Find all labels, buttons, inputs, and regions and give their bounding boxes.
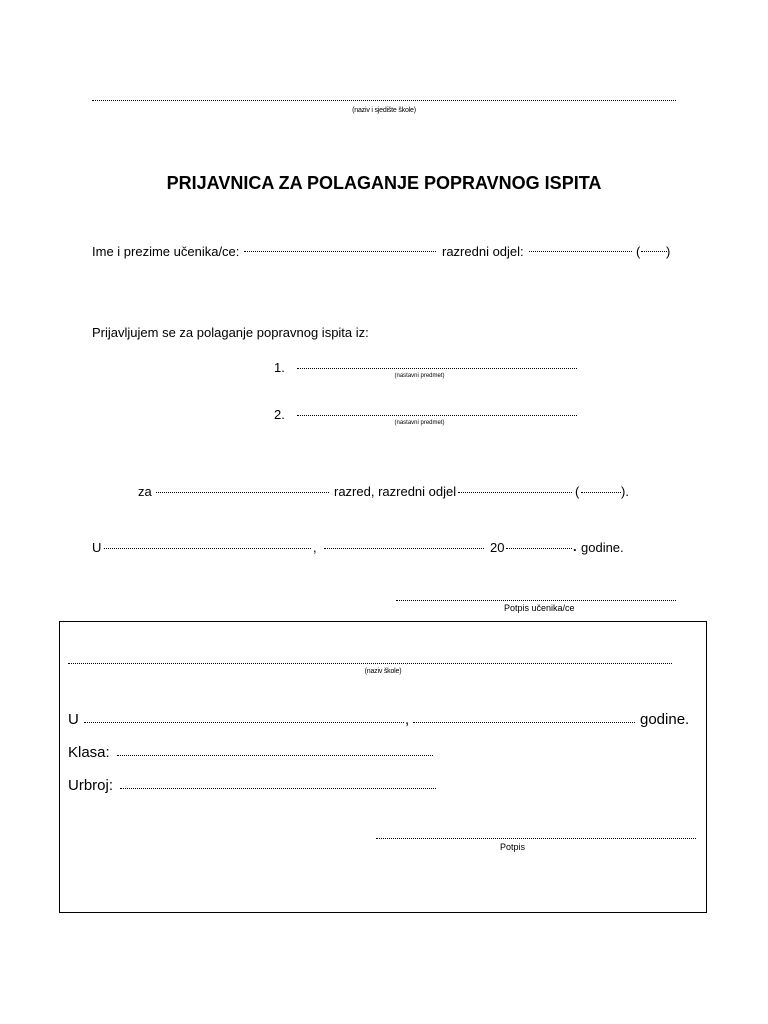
school-name-caption: (naziv i sjedište škole) xyxy=(352,107,416,114)
razred-label: razred, razredni odjel xyxy=(334,484,457,499)
student-name-field[interactable] xyxy=(244,251,436,252)
subject-2-field[interactable] xyxy=(297,415,577,416)
box-place-label: U xyxy=(68,711,79,728)
class-paren-close: ) xyxy=(666,244,671,259)
place-field[interactable] xyxy=(104,548,311,549)
school-name-line xyxy=(92,100,676,101)
place-label: U xyxy=(92,540,102,555)
box-signature-caption: Potpis xyxy=(500,842,526,852)
grade-paren-open: ( xyxy=(575,484,580,499)
grade-class-field[interactable] xyxy=(458,492,572,493)
box-comma: , xyxy=(405,711,410,728)
box-godine-label: godine. xyxy=(640,711,690,728)
application-intro: Prijavljujem se za polaganje popravnog ispita iz: xyxy=(92,325,369,340)
year-period: . xyxy=(573,539,577,554)
grade-class-code-field[interactable] xyxy=(581,492,621,493)
urbroj-field[interactable] xyxy=(120,788,436,789)
student-signature-line[interactable] xyxy=(396,600,676,601)
godine-label: godine. xyxy=(581,540,624,555)
class-paren-open: ( xyxy=(636,244,641,259)
grade-field[interactable] xyxy=(156,492,329,493)
urbroj-label: Urbroj: xyxy=(68,777,114,794)
box-signature-line[interactable] xyxy=(376,838,696,839)
grade-paren-close: ). xyxy=(621,484,629,499)
page-title: PRIJAVNICA ZA POLAGANJE POPRAVNOG ISPITA xyxy=(166,173,602,193)
box-place-field[interactable] xyxy=(84,722,404,723)
subject-1-field[interactable] xyxy=(297,368,577,369)
subject-1-number: 1. xyxy=(274,360,285,375)
class-field[interactable] xyxy=(529,251,632,252)
klasa-label: Klasa: xyxy=(68,744,110,761)
box-school-line xyxy=(68,663,672,664)
class-code-field[interactable] xyxy=(641,251,667,252)
student-name-label: Ime i prezime učenika/ce: xyxy=(92,244,240,259)
klasa-field[interactable] xyxy=(117,755,433,756)
subject-2-number: 2. xyxy=(274,407,285,422)
student-signature-caption: Potpis učenika/ce xyxy=(504,603,575,613)
place-comma: , xyxy=(313,540,317,555)
za-label: za xyxy=(138,484,152,499)
box-school-caption: (naziv škole) xyxy=(364,668,402,675)
box-date-field[interactable] xyxy=(413,722,635,723)
year-prefix: 20 xyxy=(490,540,505,555)
subject-1-caption: (nastavni predmet) xyxy=(394,373,445,379)
subject-2-caption: (nastavni predmet) xyxy=(394,420,445,426)
date-field[interactable] xyxy=(324,548,484,549)
year-field[interactable] xyxy=(506,548,572,549)
class-label: razredni odjel: xyxy=(442,244,524,259)
official-use-box xyxy=(59,621,707,913)
